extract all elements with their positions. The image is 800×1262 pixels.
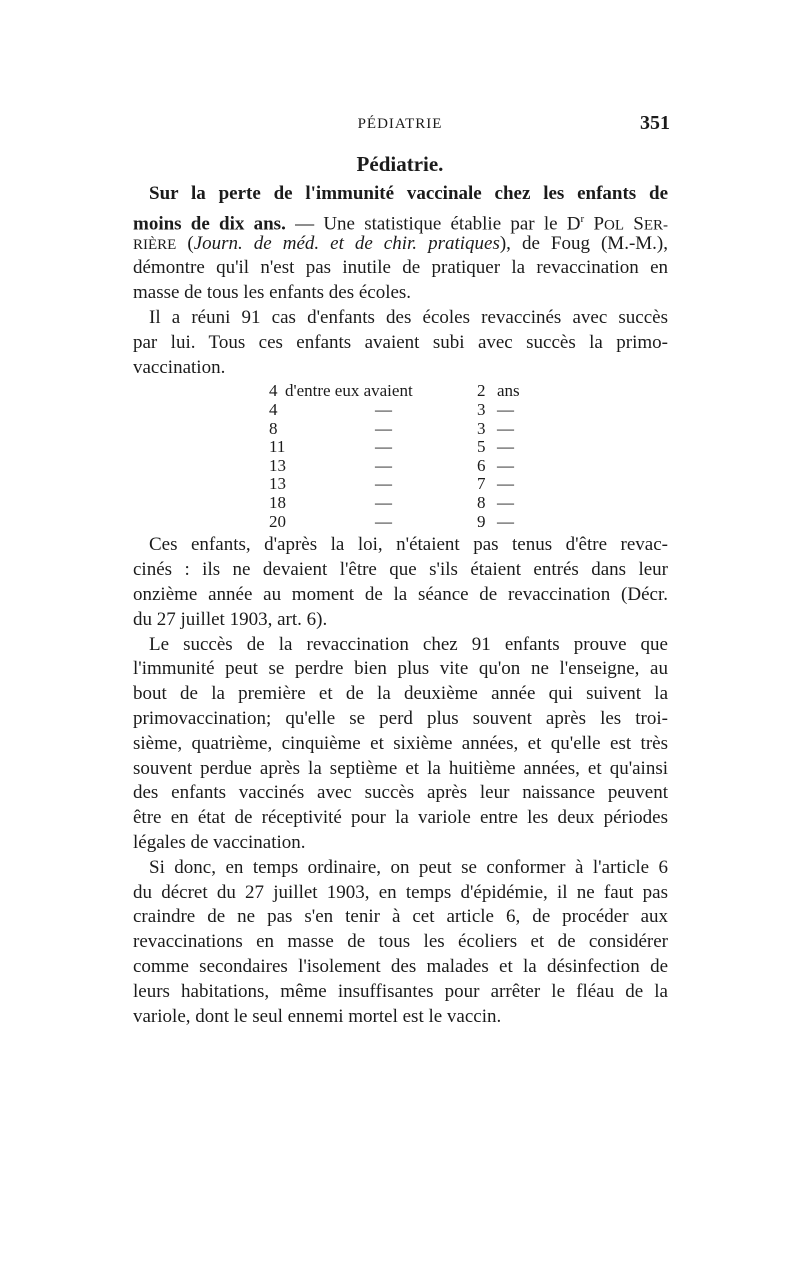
text-line: Le succès de la revaccination chez 91 enfants prouve que [149, 633, 668, 655]
text-line [133, 207, 668, 235]
table-row [133, 475, 668, 494]
years-cell: 3 [477, 418, 486, 438]
article-title-end: moins de dix ans. [133, 213, 286, 235]
dash-cell: — [375, 455, 392, 475]
text-line: du 27 juillet 1903, art. 6). [133, 608, 328, 630]
unit-cell: — [497, 399, 514, 419]
table-row [133, 513, 668, 532]
text-line: être en état de réceptivité pour la variole entre les deux périodes [133, 807, 668, 829]
text-line: l'immunité peut se perdre bien plus vite qu'on ne l'enseigne, au [133, 658, 668, 680]
table-row [133, 401, 668, 420]
text-line: démontre qu'il n'est pas inutile de pratiquer la revaccination en [133, 257, 668, 279]
text-line: Il a réuni 91 cas d'enfants des écoles revaccinés avec succès [149, 306, 668, 328]
dash-cell: — [375, 418, 392, 438]
paragraph-1 [133, 182, 668, 306]
unit-cell: — [497, 418, 514, 438]
text-fragment: — Une statistique établie par le D [285, 213, 581, 235]
text-line: cinés : ils ne devaient l'être que s'ils étaient entrés dans leur [133, 559, 668, 581]
text-line: Ces enfants, d'après la loi, n'étaient pas tenus d'être revac- [149, 534, 668, 556]
text-line: Si donc, en temps ordinaire, on peut se conformer à l'article 6 [149, 856, 668, 878]
years-cell: 3 [477, 399, 486, 419]
years-cell: 2 [477, 381, 486, 401]
text-line: revaccinations en masse de tous les écoliers et de considérer [133, 931, 668, 953]
dash-cell: — [375, 437, 392, 457]
text-line: légales de vaccination. [133, 831, 306, 853]
text-line: sième, quatrième, cinquième et sixième années, et qu'elle est très [133, 732, 668, 754]
table-row [133, 420, 668, 439]
text-fragment: P [584, 213, 605, 235]
years-cell: 5 [477, 437, 486, 457]
page-number: 351 [640, 112, 670, 134]
dash-cell: — [375, 511, 392, 531]
text-line: comme secondaires l'isolement des malades et la désinfection de [133, 955, 668, 977]
unit-cell: — [497, 455, 514, 475]
dash-cell: — [375, 492, 392, 512]
small-caps: ER- [643, 217, 668, 234]
years-cell: 9 [477, 511, 486, 531]
small-caps: RIÈRE [133, 236, 177, 253]
text-line: Sur la perte de l'immunité vaccinale chez les enfants de [149, 183, 668, 204]
text-fragment: ), de Foug (M.-M.), [499, 232, 668, 254]
count-cell: 4 [269, 399, 278, 419]
count-cell: 11 [269, 437, 286, 457]
unit-cell: ans [497, 381, 520, 401]
unit-cell: — [497, 511, 514, 531]
header-text: d'entre eux avaient [285, 381, 413, 401]
text-line: leurs habitations, même insuffisantes pour arrêter le fléau de la [133, 980, 668, 1002]
small-caps: OL [604, 217, 625, 234]
count-cell: 18 [269, 492, 286, 512]
text-line: onzième année au moment de la séance de revaccination (Décr. [133, 583, 668, 605]
count-cell: 4 [269, 381, 278, 401]
years-cell: 6 [477, 455, 486, 475]
table-row [133, 457, 668, 476]
body-text [133, 182, 668, 1029]
count-cell: 8 [269, 418, 278, 438]
text-line: variole, dont le seul ennemi mortel est le vaccin. [133, 1005, 502, 1027]
dash-cell: — [375, 474, 392, 494]
unit-cell: — [497, 492, 514, 512]
paragraph-3 [133, 533, 668, 632]
text-line: vaccination. [133, 356, 226, 378]
text-line: craindre de ne pas s'en tenir à cet article 6, de procéder aux [133, 906, 668, 928]
table-header-row [133, 382, 668, 401]
table-row [133, 438, 668, 457]
table-row [133, 494, 668, 513]
text-fragment: ( [176, 232, 194, 254]
revaccination-table [133, 382, 668, 531]
text-line: masse de tous les enfants des écoles. [133, 282, 412, 304]
text-line: des enfants vaccinés avec succès après leur naissance peuvent [133, 782, 668, 804]
superscript: r [580, 212, 585, 225]
text-line: bout de la première et de la deuxième année qui suivent la [133, 683, 668, 705]
text-line [133, 232, 668, 257]
section-title: Pédiatrie. [356, 152, 444, 176]
running-head [130, 112, 670, 138]
text-line: par lui. Tous ces enfants avaient subi avec succès la primo- [133, 331, 668, 353]
journal-title: Journ. de méd. et de chir. pratiques [193, 232, 500, 254]
count-cell: 13 [269, 474, 286, 494]
text-line: du décret du 27 juillet 1903, en temps d'épidémie, il ne faut pas [133, 881, 668, 903]
unit-cell: — [497, 437, 514, 457]
text-line: primovaccination; qu'elle se perd plus souvent après les troi- [133, 707, 668, 729]
running-title: PÉDIATRIE [357, 116, 443, 132]
paragraph-2 [133, 306, 668, 380]
count-cell: 13 [269, 455, 286, 475]
count-cell: 20 [269, 511, 286, 531]
years-cell: 8 [477, 492, 486, 512]
paragraph-4 [133, 633, 668, 856]
text-line: souvent perdue après la septième et la huitième années, et qu'ainsi [133, 757, 668, 779]
text-fragment: S [624, 213, 644, 235]
unit-cell: — [497, 474, 514, 494]
paragraph-5 [133, 856, 668, 1030]
dash-cell: — [375, 399, 392, 419]
years-cell: 7 [477, 474, 486, 494]
